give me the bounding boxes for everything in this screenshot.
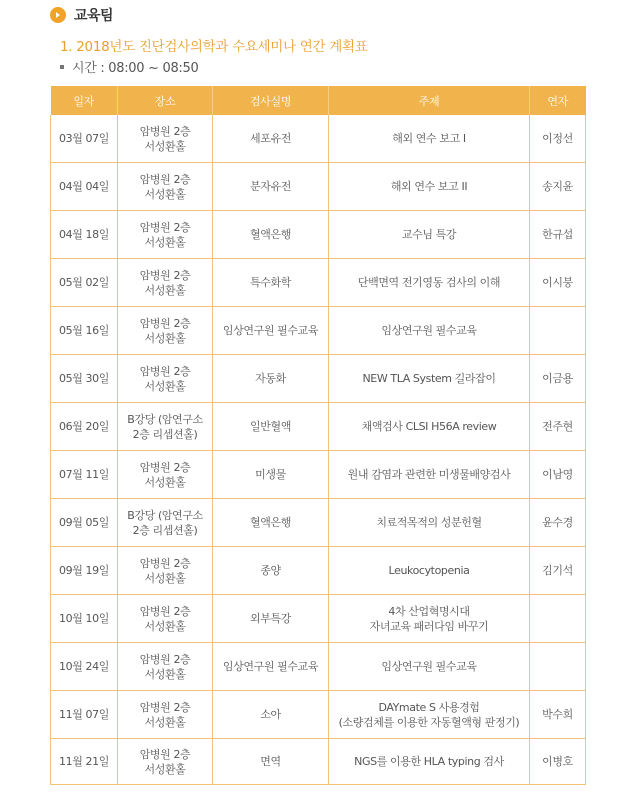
- cell-topic-text: 임상연구원 필수교육: [381, 660, 477, 673]
- table-row: [51, 691, 586, 739]
- header-place: 장소: [118, 86, 213, 115]
- cell-topic: [329, 115, 530, 163]
- cell-speaker: [530, 115, 586, 163]
- cell-lab: [213, 547, 329, 595]
- cell-topic-text: 자녀교육 패러다임 바꾸기: [369, 619, 489, 633]
- cell-topic-text: 교수님 특강: [401, 228, 457, 241]
- table-row: [51, 739, 586, 785]
- cell-date: [51, 259, 118, 307]
- cell-place-text: 암병원 2층: [139, 747, 191, 761]
- cell-place: [118, 355, 213, 403]
- cell-topic-text: 4차 산업혁명시대: [388, 604, 470, 618]
- cell-speaker-text: 이남영: [542, 468, 573, 481]
- cell-speaker: [530, 499, 586, 547]
- cell-date-text: 03월 07일: [59, 132, 109, 145]
- cell-date-text: 10월 10일: [59, 612, 109, 625]
- cell-topic-text: (소량검체를 이용한 자동혈액형 판정기): [338, 715, 520, 729]
- cell-place: [118, 259, 213, 307]
- cell-topic-text: 단백면역 전기영동 검사의 이해: [357, 276, 501, 289]
- cell-topic-text: 치료적목적의 성분헌혈: [376, 516, 482, 529]
- cell-lab: [213, 451, 329, 499]
- cell-topic: [329, 355, 530, 403]
- cell-lab: [213, 115, 329, 163]
- cell-date-text: 05월 02일: [59, 276, 109, 289]
- cell-place: [118, 547, 213, 595]
- cell-topic: [329, 307, 530, 355]
- cell-speaker-text: 한규섭: [542, 228, 573, 241]
- cell-place-text: 서성환홀: [144, 331, 186, 345]
- cell-date: [51, 355, 118, 403]
- cell-speaker: [530, 547, 586, 595]
- header-lab: 검사실명: [213, 86, 329, 115]
- cell-speaker: [530, 643, 586, 691]
- cell-date-text: 09월 19일: [59, 564, 109, 577]
- cell-lab-text: 외부특강: [250, 612, 291, 625]
- cell-place-text: 암병원 2층: [139, 604, 191, 618]
- cell-date-text: 04월 04일: [59, 180, 109, 193]
- table-row: [51, 307, 586, 355]
- cell-date-text: 10월 24일: [59, 660, 109, 673]
- cell-topic-text: 해외 연수 보고 I: [392, 132, 466, 145]
- cell-place: [118, 739, 213, 785]
- cell-speaker: [530, 691, 586, 739]
- cell-date-text: 05월 30일: [59, 372, 109, 385]
- cell-topic: [329, 259, 530, 307]
- cell-place-text: 서성환홀: [144, 379, 186, 393]
- cell-place-text: 서성환홀: [144, 283, 186, 297]
- cell-topic: [329, 547, 530, 595]
- table-row: [51, 643, 586, 691]
- cell-place-text: 서성환홀: [144, 571, 186, 585]
- cell-date: [51, 451, 118, 499]
- cell-date-text: 11월 21일: [59, 755, 109, 768]
- cell-place-text: 암병원 2층: [139, 700, 191, 714]
- cell-topic: [329, 451, 530, 499]
- cell-place: [118, 499, 213, 547]
- cell-date-text: 05월 16일: [59, 324, 109, 337]
- cell-topic-text: Leukocytopenia: [388, 564, 470, 577]
- cell-date: [51, 307, 118, 355]
- cell-lab-text: 혈액은행: [250, 516, 291, 529]
- cell-lab: [213, 307, 329, 355]
- table-header-row: [51, 86, 586, 115]
- cell-place-text: 암병원 2층: [139, 268, 191, 282]
- cell-speaker: [530, 211, 586, 259]
- cell-lab: [213, 595, 329, 643]
- cell-speaker-text: 박수희: [542, 708, 573, 721]
- cell-date: [51, 163, 118, 211]
- cell-place-text: 서성환홀: [144, 235, 186, 249]
- time-text: 시간 : 08:00 ~ 08:50: [72, 61, 199, 76]
- cell-place: [118, 307, 213, 355]
- cell-lab-text: 소아: [260, 708, 281, 721]
- cell-place-text: 서성환홀: [144, 762, 186, 776]
- cell-speaker-text: 전주현: [542, 420, 573, 433]
- cell-lab-text: 혈액은행: [250, 228, 291, 241]
- cell-speaker: [530, 451, 586, 499]
- cell-lab: [213, 403, 329, 451]
- cell-date: [51, 115, 118, 163]
- table-row: [51, 499, 586, 547]
- square-bullet-icon: [60, 65, 64, 69]
- cell-place-text: 암병원 2층: [139, 652, 191, 666]
- cell-lab-text: 특수화학: [250, 276, 291, 289]
- table-row: [51, 115, 586, 163]
- cell-speaker-text: 이병호: [542, 755, 573, 768]
- cell-lab-text: 미생물: [255, 468, 286, 481]
- cell-place-text: 암병원 2층: [139, 220, 191, 234]
- cell-date: [51, 499, 118, 547]
- cell-place-text: 서성환홀: [144, 187, 186, 201]
- cell-topic-text: 임상연구원 필수교육: [381, 324, 477, 337]
- cell-date: [51, 739, 118, 785]
- table-body: [51, 115, 586, 785]
- cell-date-text: 06월 20일: [59, 420, 109, 433]
- cell-topic: [329, 595, 530, 643]
- cell-date-text: 09월 05일: [59, 516, 109, 529]
- seminar-schedule-table: [50, 86, 586, 785]
- plan-title: 1. 2018년도 진단검사의학과 수요세미나 연간 계획표: [60, 39, 368, 55]
- cell-place: [118, 451, 213, 499]
- time-info: [60, 57, 198, 76]
- cell-place-text: 암병원 2층: [139, 460, 191, 474]
- cell-place-text: 서성환홀: [144, 139, 186, 153]
- cell-place-text: B강당 (암연구소: [127, 508, 203, 522]
- table-row: [51, 211, 586, 259]
- cell-lab: [213, 355, 329, 403]
- cell-lab-text: 임상연구원 필수교육: [222, 660, 319, 673]
- cell-topic: [329, 643, 530, 691]
- cell-topic-text: NGS를 이용한 HLA typing 검사: [354, 755, 504, 768]
- cell-topic: [329, 499, 530, 547]
- cell-topic: [329, 163, 530, 211]
- cell-speaker-text: 이금용: [542, 372, 573, 385]
- cell-date: [51, 691, 118, 739]
- cell-topic-text: 원내 감염과 관련한 미생물배양검사: [347, 468, 511, 481]
- cell-place-text: 서성환홀: [144, 667, 186, 681]
- cell-lab: [213, 259, 329, 307]
- cell-lab-text: 분자유전: [250, 180, 291, 193]
- cell-speaker-text: 윤수경: [542, 516, 573, 529]
- cell-place-text: B강당 (암연구소: [127, 412, 203, 426]
- cell-place-text: 암병원 2층: [139, 172, 191, 186]
- cell-place: [118, 211, 213, 259]
- cell-speaker: [530, 355, 586, 403]
- section-header: [50, 4, 113, 26]
- cell-topic: [329, 403, 530, 451]
- cell-place-text: 암병원 2층: [139, 556, 191, 570]
- cell-topic-text: NEW TLA System 길라잡이: [362, 372, 496, 385]
- cell-lab-text: 일반혈액: [250, 420, 291, 433]
- cell-lab-text: 종양: [260, 564, 281, 577]
- table-row: [51, 259, 586, 307]
- table-row: [51, 595, 586, 643]
- cell-place-text: 서성환홀: [144, 475, 186, 489]
- cell-place-text: 암병원 2층: [139, 364, 191, 378]
- cell-lab: [213, 499, 329, 547]
- table-row: [51, 355, 586, 403]
- cell-speaker-text: 김기석: [542, 564, 573, 577]
- cell-place-text: 서성환홀: [144, 715, 186, 729]
- cell-speaker: [530, 739, 586, 785]
- cell-speaker: [530, 259, 586, 307]
- cell-lab: [213, 163, 329, 211]
- cell-place: [118, 403, 213, 451]
- cell-speaker: [530, 595, 586, 643]
- cell-date: [51, 211, 118, 259]
- cell-speaker-text: 이정선: [542, 132, 573, 145]
- cell-place-text: 암병원 2층: [139, 316, 191, 330]
- table-row: [51, 163, 586, 211]
- cell-date-text: 04월 18일: [59, 228, 109, 241]
- cell-lab-text: 임상연구원 필수교육: [222, 324, 319, 337]
- cell-place-text: 2층 리셉션홀): [132, 523, 198, 537]
- table-row: [51, 547, 586, 595]
- cell-speaker-text: 송지윤: [542, 180, 573, 193]
- cell-place: [118, 163, 213, 211]
- cell-topic-text: DAYmate S 사용경험: [378, 700, 480, 714]
- cell-date: [51, 547, 118, 595]
- header-topic: 주제: [329, 86, 530, 115]
- cell-lab-text: 면역: [260, 755, 281, 768]
- cell-date-text: 11월 07일: [59, 708, 109, 721]
- section-title: 교육팀: [74, 8, 114, 24]
- cell-place-text: 암병원 2층: [139, 124, 191, 138]
- cell-speaker: [530, 403, 586, 451]
- cell-place: [118, 643, 213, 691]
- cell-lab-text: 자동화: [255, 372, 286, 385]
- cell-place-text: 서성환홀: [144, 619, 186, 633]
- cell-place: [118, 691, 213, 739]
- cell-date: [51, 643, 118, 691]
- table-row: [51, 403, 586, 451]
- play-arrow-icon: [50, 7, 66, 23]
- cell-speaker-text: 이시붕: [542, 276, 573, 289]
- cell-place-text: 2층 리셉션홀): [132, 427, 198, 441]
- cell-topic: [329, 211, 530, 259]
- cell-lab-text: 세포유전: [250, 132, 291, 145]
- cell-date-text: 07월 11일: [59, 468, 109, 481]
- cell-topic-text: 해외 연수 보고 II: [390, 180, 468, 193]
- cell-place: [118, 115, 213, 163]
- cell-lab: [213, 739, 329, 785]
- header-date: 일자: [51, 86, 118, 115]
- header-speaker: 연자: [530, 86, 586, 115]
- cell-lab: [213, 691, 329, 739]
- cell-topic: [329, 739, 530, 785]
- cell-date: [51, 595, 118, 643]
- table-row: [51, 451, 586, 499]
- cell-speaker: [530, 163, 586, 211]
- cell-date: [51, 403, 118, 451]
- cell-place: [118, 595, 213, 643]
- cell-lab: [213, 211, 329, 259]
- cell-topic-text: 채액검사 CLSI H56A review: [361, 420, 497, 433]
- cell-lab: [213, 643, 329, 691]
- cell-speaker: [530, 307, 586, 355]
- cell-topic: [329, 691, 530, 739]
